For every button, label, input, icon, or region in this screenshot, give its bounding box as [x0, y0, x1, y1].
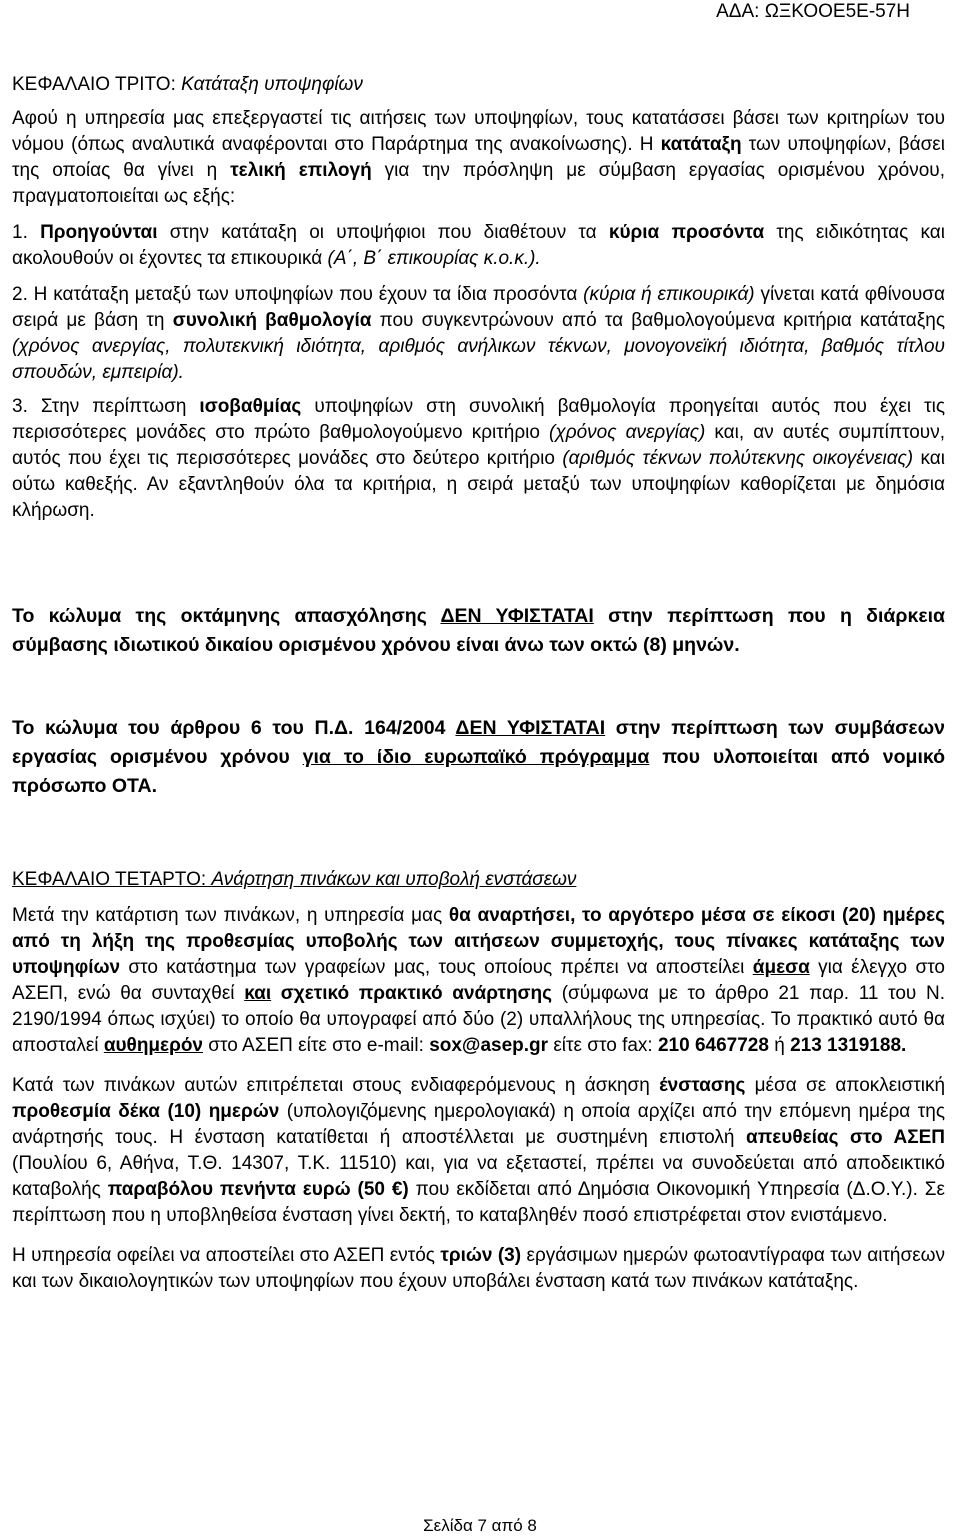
p1-bold-underline-2: και: [244, 983, 272, 1004]
item3-bold: ισοβαθμίας: [199, 396, 302, 417]
item1-italic: (Α΄, Β΄ επικουρίας κ.ο.κ.).: [327, 248, 541, 269]
p2-text-d: (υπολογιζόμενης ημερολογιακά) η οποία αρχίζει από την επόμενη ημέρα της ανάρτησής τους. Η ένσταση κατατίθεται ή αποστέλλεται με συστημένη επιστολή: [12, 1101, 945, 1148]
p2-bold-4: παραβόλου πενήντα ευρώ (50 €): [107, 1179, 409, 1200]
intro-text-2: των υποψηφίων, βάσει της οποίας θα γίνει η: [12, 134, 945, 181]
ada-code: ΑΔΑ: ΩΞΚΟΟΕ5Ε-57Η: [716, 1, 910, 22]
chapter3-item-2: [12, 282, 945, 386]
p2-bold-3: απευθείας στο ΑΣΕΠ: [746, 1127, 945, 1148]
notice2-underline-1: ΔΕΝ ΥΦΙΣΤΑΤΑΙ: [455, 717, 606, 739]
page-number: Σελίδα 7 από 8: [423, 1516, 537, 1535]
p1-text-h: ή: [768, 1035, 791, 1056]
p1-bold-underline-3: αυθημερόν: [103, 1035, 203, 1056]
item2-text-a: 2. Η κατάταξη μεταξύ των υποψηφίων που έχουν τα ίδια προσόντα: [12, 284, 584, 305]
p3-text-c: εργάσιμων ημερών φωτοαντίγραφα των αιτήσεων και των δικαιολογητικών των υποψηφίων που έχουν υποβάλει ένσταση κατά των πινάκων κατάταξης.: [12, 1245, 946, 1292]
p1-text-f: στο ΑΣΕΠ είτε στο e-mail:: [203, 1035, 430, 1056]
item1-bold2: κύρια προσόντα: [608, 222, 765, 243]
fax-number-2: 213 1319188.: [790, 1035, 907, 1056]
item3-text-c: και, αν αυτές συμπίπτουν, αυτός που έχει τις περισσότερες μονάδες στο δεύτερο κριτήριο: [12, 422, 945, 469]
p1-text-a: Μετά την κατάρτιση των πινάκων, η υπηρεσία μας: [12, 905, 449, 926]
notice2-text-a: Το κώλυμα του άρθρου 6 του Π.Δ. 164/2004: [12, 717, 456, 739]
chapter3-item-3: [12, 394, 945, 524]
fax-number-1: 210 6467728: [657, 1035, 769, 1056]
p2-bold-2: προθεσμία δέκα (10) ημερών: [12, 1101, 280, 1122]
item3-italic-1: (χρόνος ανεργίας): [549, 422, 706, 443]
item3-text-b: υποψηφίων στη συνολική βαθμολογία προηγείται αυτός που έχει τις περισσότερες μονάδες στο πρώτο βαθμολογούμενο κριτήριο: [12, 396, 945, 443]
item2-text-c: που συγκεντρώνουν από τα βαθμολογούμενα κριτήρια κατάταξης: [371, 310, 945, 331]
chapter4-paragraph-1: [12, 903, 945, 1059]
item3-italic-2: (αριθμός τέκνων πολύτεκνης οικογένειας): [562, 448, 914, 469]
item2-italic-2: (χρόνος ανεργίας, πολυτεκνική ιδιότητα, αριθμός ανήλικων τέκνων, μονογονεϊκή ιδιότητα, βαθμός τίτλου σπουδών, εμπειρία).: [12, 336, 945, 383]
intro-text-3: για την πρόσληψη με σύμβαση εργασίας ορισμένου χρόνου, πραγματοποιείται ως εξής:: [12, 160, 945, 207]
p2-text-c: μέσα σε αποκλειστική: [745, 1075, 946, 1096]
notice-article-6: [12, 714, 945, 801]
chapter4-title: [12, 867, 945, 893]
item2-italic-1: (κύρια ή επικουρικά): [583, 284, 755, 305]
notice1-text-b: στην περίπτωση που η διάρκεια σύμβασης ιδιωτικού δικαίου ορισμένου χρόνου είναι άνω των οκτώ (8) μηνών.: [12, 605, 945, 656]
intro-text-1: Αφού η υπηρεσία μας επεξεργαστεί τις αιτήσεις των υποψηφίων, τους κατατάσσει βάσει των κριτηρίων του νόμου (όπως αναλυτικά αναφέρονται στο Παράρτημα της ανακοίνωσης). Η: [12, 108, 945, 155]
item2-text-b: γίνεται κατά φθίνουσα σειρά με βάση τη: [12, 284, 945, 331]
chapter4-paragraph-2: [12, 1073, 945, 1229]
p3-bold: τριών (3): [440, 1245, 522, 1266]
notice1-text-a: Το κώλυμα της οκτάμηνης απασχόλησης: [12, 605, 441, 627]
chapter4-title-italic: Ανάρτηση πινάκων και υποβολή ενστάσεων: [211, 869, 577, 890]
p2-bold-1: ένστασης: [659, 1075, 746, 1096]
item2-bold: συνολική βαθμολογία: [172, 310, 372, 331]
chapter4-title-prefix: ΚΕΦΑΛΑΙΟ ΤΕΤΑΡΤΟ:: [12, 869, 212, 890]
p1-bold-underline-1: άμεσα: [752, 957, 810, 978]
p3-text-a: Η υπηρεσία οφείλει να αποστείλει στο ΑΣΕΠ εντός: [12, 1245, 441, 1266]
chapter3-title: [12, 72, 945, 98]
chapter3-title-italic: Κατάταξη υποψηφίων: [181, 74, 363, 95]
item1-bold: Προηγούνται: [40, 222, 158, 243]
p1-bold-2: σχετικό πρακτικό ανάρτησης: [271, 983, 553, 1004]
email-link[interactable]: sox@asep.gr: [429, 1035, 549, 1056]
item1-text: στην κατάταξη οι υποψήφιοι που διαθέτουν τα: [157, 222, 609, 243]
notice2-text-c: που υλοποιείται από νομικό πρόσωπο ΟΤΑ.: [12, 746, 945, 797]
p1-text-g: είτε στο fax:: [548, 1035, 658, 1056]
notice2-underline-2: για το ίδιο ευρωπαϊκό πρόγραμμα: [302, 746, 650, 768]
notice2-text-b: στην περίπτωση των συμβάσεων εργασίας ορισμένου χρόνου: [12, 717, 946, 768]
notice-eight-month: [12, 602, 945, 660]
chapter3-title-prefix: ΚΕΦΑΛΑΙΟ ΤΡΙΤΟ:: [12, 74, 182, 95]
intro-bold-1: κατάταξη: [660, 134, 742, 155]
p2-text-e: (Πουλίου 6, Αθήνα, Τ.Θ. 14307, Τ.Κ. 11510) και, για να εξεταστεί, πρέπει να συνοδεύεται από αποδεικτικό καταβολής: [12, 1153, 945, 1200]
item3-text-a: 3. Στην περίπτωση: [12, 396, 200, 417]
p2-text-a: Κατά των πινάκων αυτών επιτρέπεται στους ενδιαφερόμενους η άσκηση: [12, 1075, 660, 1096]
chapter3-item-1: [12, 220, 945, 272]
intro-bold-2: τελική επιλογή: [230, 160, 372, 181]
document-page: [12, 72, 945, 1295]
p1-bold-1: θα αναρτήσει, το αργότερο μέσα σε είκοσι (20) ημέρες από τη λήξη της προθεσμίας υποβολής των αιτήσεων συμμετοχής, τους πίνακες κατάταξης των υποψηφίων: [12, 905, 945, 978]
p1-text-d: για έλεγχο στο ΑΣΕΠ, ενώ θα συνταχθεί: [12, 957, 946, 1004]
p2-text-f: που εκδίδεται από Δημόσια Οικονομική Υπηρεσία (Δ.Ο.Υ.). Σε περίπτωση που η υποβληθείσα ένσταση γίνει δεκτή, το καταβληθέν ποσό επιστρέφεται στον ενιστάμενο.: [12, 1179, 946, 1226]
p1-text-e: (σύμφωνα με το άρθρο 21 παρ. 11 του Ν. 2190/1994 όπως ισχύει) το οποίο θα υπογραφεί από δύο (2) υπαλλήλους της υπηρεσίας. Το πρακτικό αυτό θα αποσταλεί: [12, 983, 945, 1056]
notice1-underline: ΔΕΝ ΥΦΙΣΤΑΤΑΙ: [440, 605, 594, 627]
chapter3-intro: [12, 106, 945, 210]
p1-text-c: στο κατάστημα των γραφείων μας, τους οποίους πρέπει να αποστείλει: [120, 957, 753, 978]
item1-text2: της ειδικότητας και ακολουθούν οι έχοντες τα επικουρικά: [12, 222, 946, 269]
item3-text-d: και ούτω καθεξής. Αν εξαντληθούν όλα τα κριτήρια, η σειρά μεταξύ των υποψηφίων καθορίζεται με δημόσια κλήρωση.: [12, 448, 945, 521]
item1-num: 1.: [12, 222, 41, 243]
chapter4-paragraph-3: [12, 1243, 945, 1295]
